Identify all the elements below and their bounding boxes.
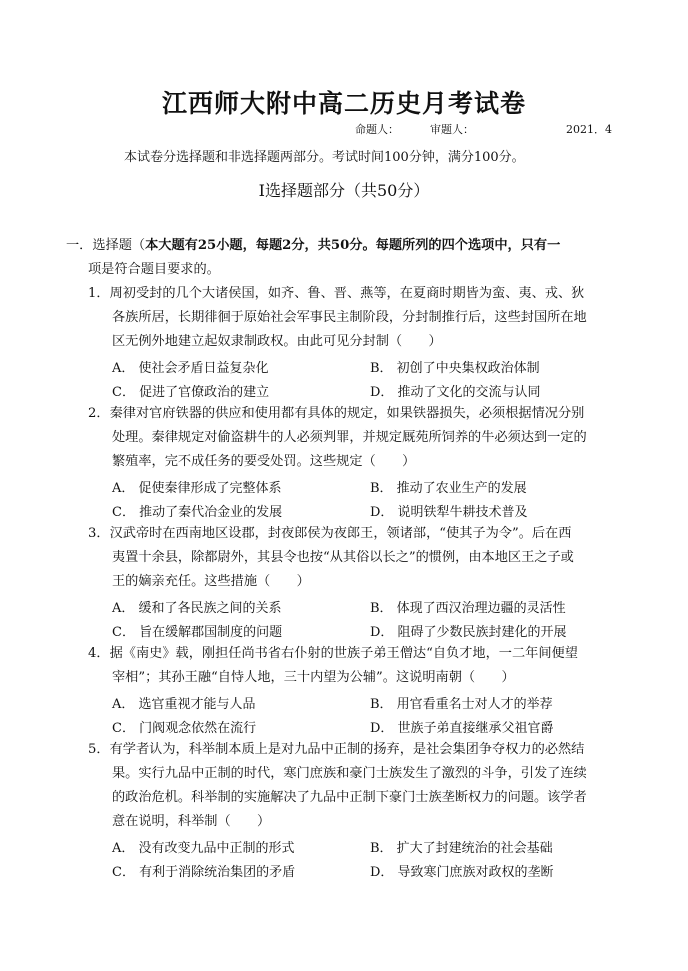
question-2-option-d: D． 说明铁犁牛耕技术普及: [370, 505, 528, 520]
question-2-option-a: A． 促使秦律形成了完整体系: [112, 481, 282, 496]
question-5-line-2: 果。实行九品中正制的时代，寒门庶族和豪门士族发生了激烈的斗争，引发了连续: [112, 766, 587, 781]
question-1-line-3: 区无例外地建立起奴隶制政权。由此可见分封制（ ）: [112, 334, 442, 349]
question-5-option-a: A． 没有改变九品中正制的形式: [112, 841, 295, 856]
question-3-line-3: 王的嫡亲充任。这些措施（ ）: [112, 574, 310, 589]
question-1-option-c: C． 促进了官僚政治的建立: [112, 385, 270, 400]
instructions-prefix: 一．选择题（: [66, 238, 146, 253]
question-4-option-d: D． 世族子弟直接继承父祖官爵: [370, 721, 554, 736]
question-5-line-3: 的政治危机。科举制的实施解决了九品中正制下豪门士族垄断权力的问题。该学者: [112, 790, 587, 805]
question-5-option-b: B． 扩大了封建统治的社会基础: [370, 841, 553, 856]
question-3-option-c: C． 旨在缓解郡国制度的问题: [112, 625, 283, 640]
question-1-line-2: 各族所居，长期徘徊于原始社会军事民主制阶段，分封制推行后，这些封国所在地: [112, 310, 587, 325]
question-4-line-2: 宰相”；其孙王融“自恃人地，三十内望为公辅”。这说明南朝（ ）: [112, 670, 515, 685]
question-2-option-c: C． 推动了秦代冶金业的发展: [112, 505, 283, 520]
question-5-line-4: 意在说明，科举制（ ）: [112, 814, 271, 829]
question-3-option-b: B． 体现了西汉治理边疆的灵活性: [370, 601, 566, 616]
question-4-option-c: C． 门阀观念依然在流行: [112, 721, 257, 736]
exam-title: 江西师大附中高二历史月考试卷: [161, 89, 526, 118]
instructions-bold: 本大题有25小题，每题2分，共50分。每题所列的四个选项中，只有一: [145, 238, 561, 253]
question-5-option-d: D． 导致寒门庶族对政权的垄断: [370, 865, 554, 880]
question-2-line-2: 处理。秦律规定对偷盗耕牛的人必须判罪，并规定厩苑所饲养的牛必须达到一定的: [112, 430, 587, 445]
exam-date: 2021．4: [566, 123, 612, 136]
question-1-option-d: D． 推动了文化的交流与认同: [370, 385, 541, 400]
question-3-option-d: D． 阻碍了少数民族封建化的开展: [370, 625, 567, 640]
question-4-option-b: B． 用官看重名士对人才的举荐: [370, 697, 553, 712]
question-3-line-2: 夷置十余县，除都尉外，其县令也按“从其俗以长之”的惯例，由本地区王之子或: [112, 550, 574, 565]
reviewer-label: 审题人：: [430, 123, 474, 136]
question-1-option-b: B． 初创了中央集权政治体制: [370, 361, 540, 376]
question-2-option-b: B． 推动了农业生产的发展: [370, 481, 527, 496]
question-4-line-1: 4．据《南史》载，刚担任尚书省右仆射的世族子弟王僧达“自负才地，一二年间便望: [88, 646, 578, 661]
exam-intro: 本试卷分选择题和非选择题两部分。考试时间100分钟，满分100分。: [124, 150, 525, 165]
question-2-line-1: 2．秦律对官府铁器的供应和使用都有具体的规定，如果铁器损失，必须根据情况分别: [88, 406, 585, 421]
section-title: Ⅰ选择题部分（共50分）: [258, 181, 430, 200]
question-2-line-3: 繁殖率，完不成任务的要受处罚。这些规定（ ）: [112, 454, 416, 469]
question-3-option-a: A． 缓和了各民族之间的关系: [112, 601, 282, 616]
question-3-line-1: 3．汉武帝时在西南地区设郡，封夜郎侯为夜郎王，领诸部，“使其子为令”。后在西: [88, 526, 572, 541]
exam-meta: [0, 121, 688, 139]
question-5-line-1: 5．有学者认为，科举制本质上是对九品中正制的扬弃，是社会集团争夺权力的必然结: [88, 742, 585, 757]
instructions-line-2: 项是符合题目要求的。: [88, 262, 220, 277]
instructions-line-1: [66, 237, 560, 255]
question-4-option-a: A． 选官重视才能与人品: [112, 697, 256, 712]
author-label: 命题人：: [355, 123, 399, 136]
question-1-option-a: A． 使社会矛盾日益复杂化: [112, 361, 269, 376]
question-1-line-1: 1．周初受封的几个大诸侯国，如齐、鲁、晋、燕等，在夏商时期皆为蛮、夷、戎、狄: [88, 286, 585, 301]
question-5-option-c: C． 有利于消除统治集团的矛盾: [112, 865, 296, 880]
